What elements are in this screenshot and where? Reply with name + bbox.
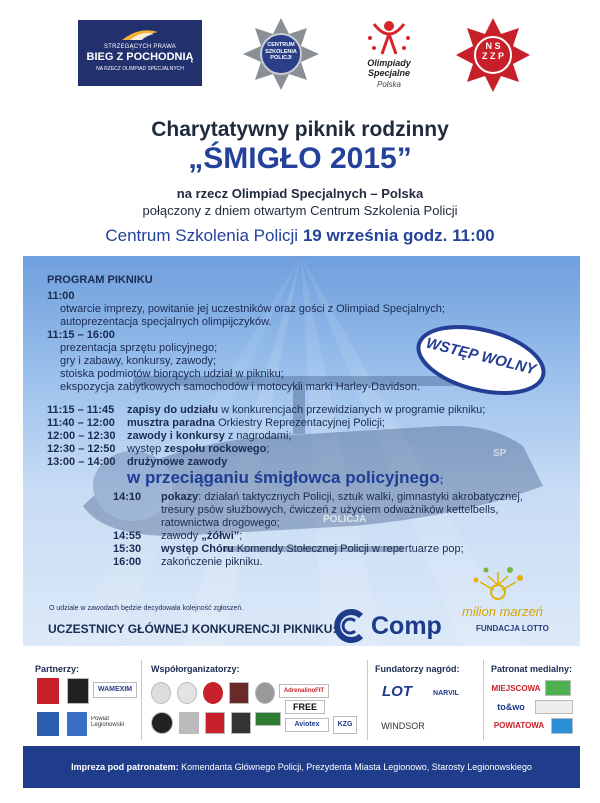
schedule-time: 16:00 <box>113 556 142 568</box>
program-time-1115: 11:15 – 16:00 <box>47 329 115 341</box>
media-logo-6 <box>551 718 573 734</box>
schedule-row <box>47 430 557 443</box>
schedule-bold: zapisy do udziału <box>127 404 219 416</box>
olimpiady-specjalne-logo <box>354 18 424 92</box>
schedule-text: ; <box>239 530 243 542</box>
aviotex-logo: Aviotex <box>285 718 329 732</box>
event-place: Centrum Szkolenia Policji <box>105 226 299 245</box>
schedule-text: : działań taktycznych Policji, sztuk walki, gimnastyki akrobatycznej, <box>198 491 523 503</box>
patronage-label: Impreza pod patronatem: <box>71 762 179 772</box>
adrenalinofit-logo: AdrenalinoFIT <box>279 684 329 698</box>
coorg-logo-2 <box>177 682 197 704</box>
os-line3: Polska <box>376 80 401 89</box>
schedule-text: Orkiestry Reprezentacyjnej Policji; <box>215 417 385 429</box>
schedule-row <box>47 404 557 417</box>
schedule-bold: „żółwi” <box>201 530 240 542</box>
main-competition-text: w przeciąganiu śmigłowca policyjnego <box>127 468 440 487</box>
schedule-text: ; <box>266 443 270 455</box>
coorg-logo-5 <box>255 682 275 704</box>
schedule-time: 12:00 – 12:30 <box>47 430 116 442</box>
milion-marzen-text: milion marzeń <box>462 604 543 619</box>
comp-logo <box>331 608 455 644</box>
coorg-logo-6 <box>151 712 173 734</box>
milion-marzen-logo <box>462 564 572 638</box>
os-line2: Specjalne <box>367 68 411 78</box>
csp-line3: POLICJI <box>270 55 292 61</box>
coorg-logo-4 <box>229 682 249 704</box>
main-competition-heading <box>47 467 557 491</box>
event-subtitle: Charytatywny piknik rodzinny <box>151 118 449 141</box>
schedule-row <box>47 443 557 456</box>
program-time-1100: 11:00 <box>47 290 75 302</box>
sponsors-section <box>23 660 580 742</box>
schedule-time: 15:30 <box>113 543 142 555</box>
partner-logo-c <box>37 712 59 736</box>
schedule-continuation: tresury psów służbowych, ćwiczeń z użyciem odważników kettelbells, <box>161 504 499 516</box>
schedule-text: Komendy Stołecznej Policji w repertuarze pop; <box>233 543 464 555</box>
program-list <box>47 274 557 569</box>
patronage-footer <box>23 746 580 788</box>
nszzp-line2: Z Z P <box>482 51 504 61</box>
schedule-text: w konkurencjach przewidzianych w programie pikniku; <box>218 404 486 416</box>
comp-logo-icon <box>331 608 371 644</box>
registration-note: O udziale w zawodach będzie decydowała kolejność zgłoszeń. <box>49 605 244 612</box>
coorg-logo-8 <box>205 712 225 734</box>
patronage-text: Komendanta Głównego Policji, Prezydenta Miasta Legionowo, Starosty Legionowskiego <box>178 762 532 772</box>
nszzp-logo <box>456 18 530 92</box>
event-beneficiary: na rzecz Olimpiad Specjalnych – Polska <box>176 186 424 201</box>
schedule-bold: musztra paradna <box>127 417 216 429</box>
wamexim-logo: WAMEXIM <box>93 682 137 698</box>
program-item: prezentacja sprzętu policyjnego; <box>60 342 218 354</box>
coorg-logo-1 <box>151 682 171 704</box>
schedule-time: 13:00 – 14:00 <box>47 456 116 468</box>
schedule-time: 14:10 <box>113 491 142 503</box>
afternoon-schedule <box>47 491 557 569</box>
media-patronage-label: Patronat medialny: <box>491 664 573 674</box>
event-title: „ŚMIGŁO 2015” <box>188 142 412 175</box>
bieg-z-pochodnia-logo <box>78 20 202 86</box>
helicopter-marking: POLICJA <box>323 514 367 525</box>
schedule-bold: drużynowe zawody <box>127 456 228 468</box>
kzg-logo: KZG <box>333 716 357 734</box>
nszzp-line1: N S <box>485 41 501 51</box>
event-place-date <box>0 226 600 246</box>
helicopter-marking-2: SP <box>493 448 507 459</box>
windsor-logo: WINDSOR <box>375 718 431 734</box>
program-heading: PROGRAM PIKNIKU <box>47 274 153 286</box>
prize-sponsors-label: Fundatorzy nagród: <box>375 664 460 674</box>
schedule-text: z nagrodami; <box>224 430 292 442</box>
csp-line2: SZKOLENIA <box>265 48 297 55</box>
event-date: 19 września godz. 11:00 <box>302 226 495 245</box>
schedule-time: 12:30 – 12:50 <box>47 443 116 455</box>
program-item: ekspozycja zabytkowych samochodów i motocykli marki Harley-Davidson. <box>60 381 421 393</box>
coorg-logo-3 <box>203 682 223 704</box>
schedule-time: 11:15 – 11:45 <box>47 404 115 416</box>
schedule-text: występ <box>127 443 165 455</box>
partners-label: Partnerzy: <box>35 664 80 674</box>
special-olympics-figure-icon <box>354 18 424 58</box>
coorg-logo-10 <box>255 712 281 726</box>
powiat-coat-of-arms <box>67 712 87 736</box>
program-item: otwarcie imprezy, powitanie jej uczestników oraz gości z Olimpiad Specjalnych; <box>60 303 445 315</box>
main-competition-participants: UCZESTNICY GŁÓWNEJ KONKURENCJI PIKNIKU: <box>48 622 337 636</box>
main-competition-end: ; <box>439 474 444 486</box>
event-combined-with: połączony z dniem otwartym Centrum Szkolenia Policji <box>142 203 458 218</box>
lot-logo: LOT <box>375 682 419 702</box>
schedule-bold: zespołu rockowego <box>164 443 267 455</box>
os-line1: Olimpiady <box>367 58 411 68</box>
fundacja-lotto-text: FUNDACJA LOTTO <box>476 624 549 633</box>
schedule-bold: pokazy <box>161 491 199 503</box>
tobowo-logo: to&wo <box>491 700 531 714</box>
co-organizers-label: Współorganizatorzy: <box>151 664 240 674</box>
schedule-row <box>113 491 557 504</box>
coorg-logo-7 <box>179 712 199 734</box>
media-logo-4 <box>535 700 573 714</box>
bieg-line3: NA RZECZ OLIMPIAD SPECJALNYCH <box>96 66 184 72</box>
media-logo-2 <box>545 680 571 696</box>
schedule-row <box>47 417 557 430</box>
powiat-legionowski-text: Powiat Legionowski <box>91 716 135 734</box>
schedule-text: zawody <box>161 530 202 542</box>
program-item: gry i zabawy, konkursy, zawody; <box>60 355 217 367</box>
schedule-bold: zawody i konkursy <box>127 430 225 442</box>
torch-icon <box>116 24 164 44</box>
top-logos <box>0 18 600 90</box>
schedule-row <box>113 530 557 543</box>
dandelion-icon <box>462 564 572 606</box>
free-entry-text: WSTĘP WOLNY <box>424 334 538 379</box>
partner-logo-b <box>67 678 89 704</box>
program-item: stoiska podmiotów biorących udział w pikniku; <box>60 368 284 380</box>
free-entry-stamp <box>411 322 551 398</box>
schedule-time: 11:40 – 12:00 <box>47 417 115 429</box>
miejscowa-logo: MIEJSCOWA <box>491 682 541 696</box>
coorg-logo-9 <box>231 712 251 734</box>
free-logo: FREE <box>285 700 325 714</box>
schedule-time: 14:55 <box>113 530 142 542</box>
powiatowa-logo: POWIATOWA <box>491 718 547 734</box>
program-item: autoprezentacja specjalnych olimpijczyków. <box>60 316 272 328</box>
schedule-text: zakończenie pikniku. <box>161 556 263 568</box>
comp-logo-text: Comp <box>371 612 442 640</box>
schedule-continuation: ratownictwa drogowego; <box>161 517 280 529</box>
bieg-line2: BIEG Z POCHODNIĄ <box>86 51 194 63</box>
narvil-logo: NARVIL <box>427 686 465 702</box>
schedule-row <box>113 543 557 556</box>
csp-line1: CENTRUM <box>267 42 295 48</box>
centrum-szkolenia-policji-logo <box>243 18 319 90</box>
bieg-line1: STRZEGĄCYCH PRAWA <box>104 44 176 50</box>
schedule-bold: występ Chóru <box>161 543 234 555</box>
legionowo-coat-of-arms <box>37 678 59 704</box>
